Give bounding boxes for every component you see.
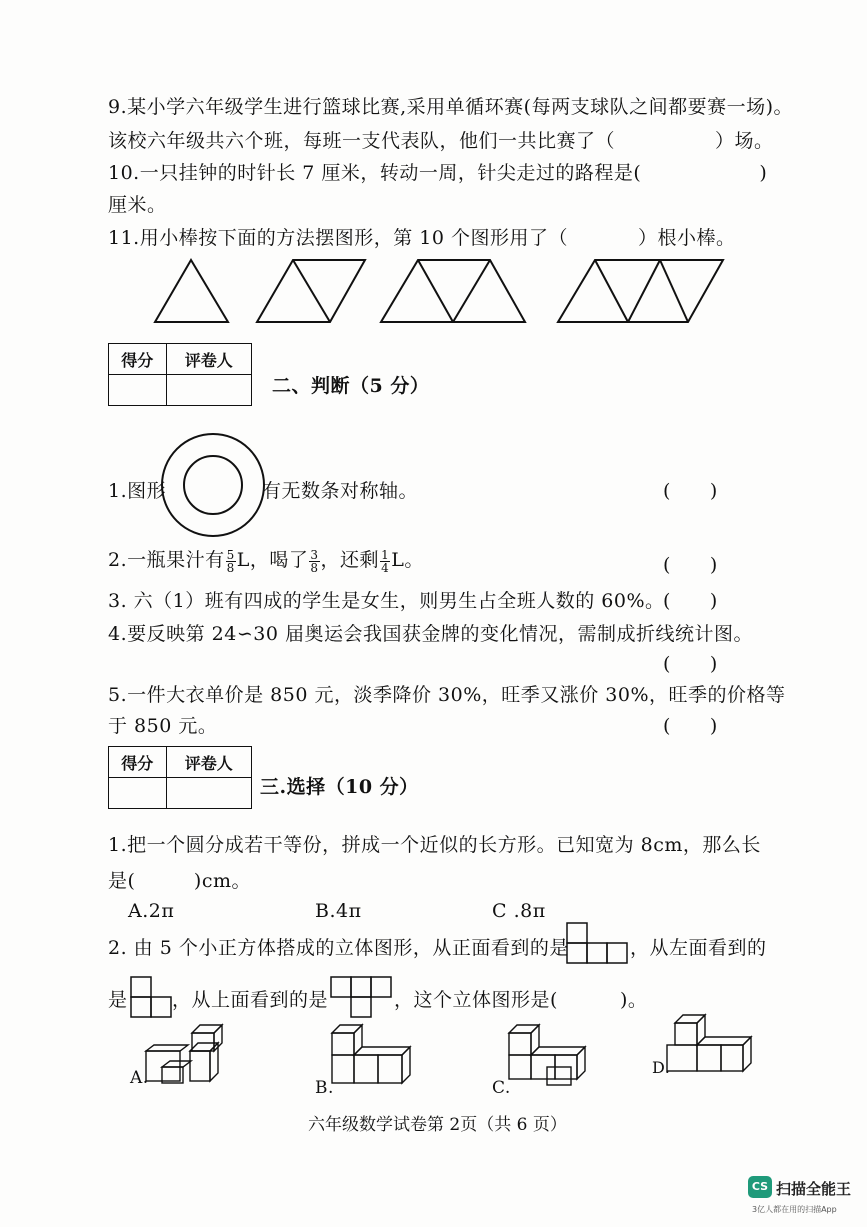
q10-line1 — [108, 158, 767, 185]
judge-q1-text-a: 1.图形 — [108, 480, 167, 502]
judge-q2-paren[interactable]: ( ) — [663, 554, 718, 576]
q9-unit: ）场。 — [715, 130, 774, 152]
choice-q2-line2-a: 是 — [108, 989, 128, 1011]
q11-line — [108, 223, 736, 250]
option-a-label[interactable]: A. — [130, 1068, 149, 1088]
option-c-label[interactable]: C. — [492, 1078, 511, 1098]
score-header: 得分 — [109, 747, 167, 778]
fraction-5-8: $\frac{5}{8}$ — [226, 547, 235, 575]
top-view-figure — [330, 976, 392, 1018]
section2-title: 二、判断（5 分） — [272, 375, 430, 397]
grader-header: 评卷人 — [166, 747, 251, 778]
option-c-cube-figure[interactable] — [509, 1025, 595, 1087]
choice-q1-line1: 1.把一个圆分成若干等份，拼成一个近似的长方形。已知宽为 8cm，那么长 — [108, 834, 761, 856]
scanner-logo-tagline: 3亿人都在用的扫描App — [752, 1205, 837, 1214]
choice-q1-line2: 是( )cm。 — [108, 870, 251, 892]
q11-unit: ）根小棒。 — [637, 227, 736, 249]
front-view-figure — [566, 922, 628, 964]
page-footer: 六年级数学试卷第 2页（共 6 页） — [308, 1115, 567, 1135]
triangle-figure-4 — [558, 260, 723, 322]
option-b-cube-figure[interactable] — [332, 1025, 418, 1087]
score-header: 得分 — [109, 344, 167, 375]
ring-figure — [160, 432, 270, 542]
grader-header: 评卷人 — [166, 344, 251, 375]
grader-cell[interactable] — [166, 375, 251, 406]
section3-title: 三.选择（10 分） — [260, 776, 419, 798]
choice-q1-option-c[interactable]: C .8π — [492, 900, 546, 922]
q9-text: 该校六年级共六个班，每班一支代表队，他们一共比赛了（ — [108, 130, 616, 152]
stick-triangles-figure — [0, 255, 867, 335]
judge-q5-paren[interactable]: ( ) — [663, 715, 718, 737]
triangle-figure-3 — [381, 260, 525, 322]
triangle-figure-1 — [155, 260, 228, 322]
score-cell[interactable] — [109, 375, 167, 406]
option-a-cube-figure[interactable] — [146, 1025, 236, 1085]
q11-text: 11.用小棒按下面的方法摆图形，第 10 个图形用了（ — [108, 227, 568, 249]
score-cell[interactable] — [109, 778, 167, 809]
choice-q2-line2-c: ，这个立体图形是( — [394, 989, 558, 1011]
q10-text: 10.一只挂钟的时针长 7 厘米，转动一周，针尖走过的路程是( — [108, 162, 642, 184]
choice-q1-option-b[interactable]: B.4π — [315, 900, 362, 922]
score-table-section3 — [108, 746, 252, 809]
left-view-figure — [130, 976, 172, 1018]
grader-cell[interactable] — [166, 778, 251, 809]
choice-q2-line2-d: )。 — [620, 989, 648, 1011]
scanner-logo-name: 扫描全能王 — [776, 1180, 852, 1198]
choice-q2-line2-b: ，从上面看到的是 — [172, 989, 329, 1011]
judge-q5-line2: 于 850 元。 — [108, 715, 218, 737]
judge-q2-line — [108, 545, 424, 574]
fraction-1-4: $\frac{1}{4}$ — [381, 547, 390, 575]
option-d-label[interactable]: D. — [652, 1058, 671, 1077]
judge-q5-line1: 5.一件大衣单价是 850 元，淡季降价 30%，旺季又涨价 30%，旺季的价格等 — [108, 684, 786, 706]
q9-line1: 9.某小学六年级学生进行篮球比赛,采用单循环赛(每两支球队之间都要赛一场)。 — [108, 96, 793, 118]
judge-q3-paren[interactable]: ( ) — [663, 590, 718, 612]
q9-line2 — [108, 126, 774, 153]
judge-q3-text: 3. 六（1）班有四成的学生是女生，则男生占全班人数的 60%。 — [108, 590, 665, 612]
judge-q1-text-b: 有无数条对称轴。 — [262, 480, 419, 502]
choice-q2-line1-a: 2. 由 5 个小正方体搭成的立体图形，从正面看到的是 — [108, 937, 569, 959]
judge-q2-text-a: 2.一瓶果汁有 — [108, 549, 225, 571]
judge-q2-text-c: ，还剩 — [320, 549, 380, 571]
judge-q1-paren[interactable]: ( ) — [663, 480, 718, 502]
score-table-section2 — [108, 343, 252, 406]
q10-paren: ) — [759, 162, 768, 184]
judge-q2-text-b: L，喝了 — [236, 549, 309, 571]
fraction-3-8: $\frac{3}{8}$ — [310, 547, 319, 575]
choice-q1-option-a[interactable]: A.2π — [128, 900, 175, 922]
judge-q4-text: 4.要反映第 24∽30 届奥运会我国获金牌的变化情况，需制成折线统计图。 — [108, 623, 753, 645]
q10-line2: 厘米。 — [108, 194, 167, 216]
option-b-label[interactable]: B. — [315, 1078, 334, 1098]
option-d-cube-figure[interactable] — [667, 1015, 753, 1077]
judge-q2-text-d: L。 — [391, 549, 424, 571]
judge-q4-paren[interactable]: ( ) — [663, 653, 718, 675]
choice-q2-line1-b: ，从左面看到的 — [630, 937, 767, 959]
scanner-logo-icon: CS — [748, 1176, 772, 1198]
